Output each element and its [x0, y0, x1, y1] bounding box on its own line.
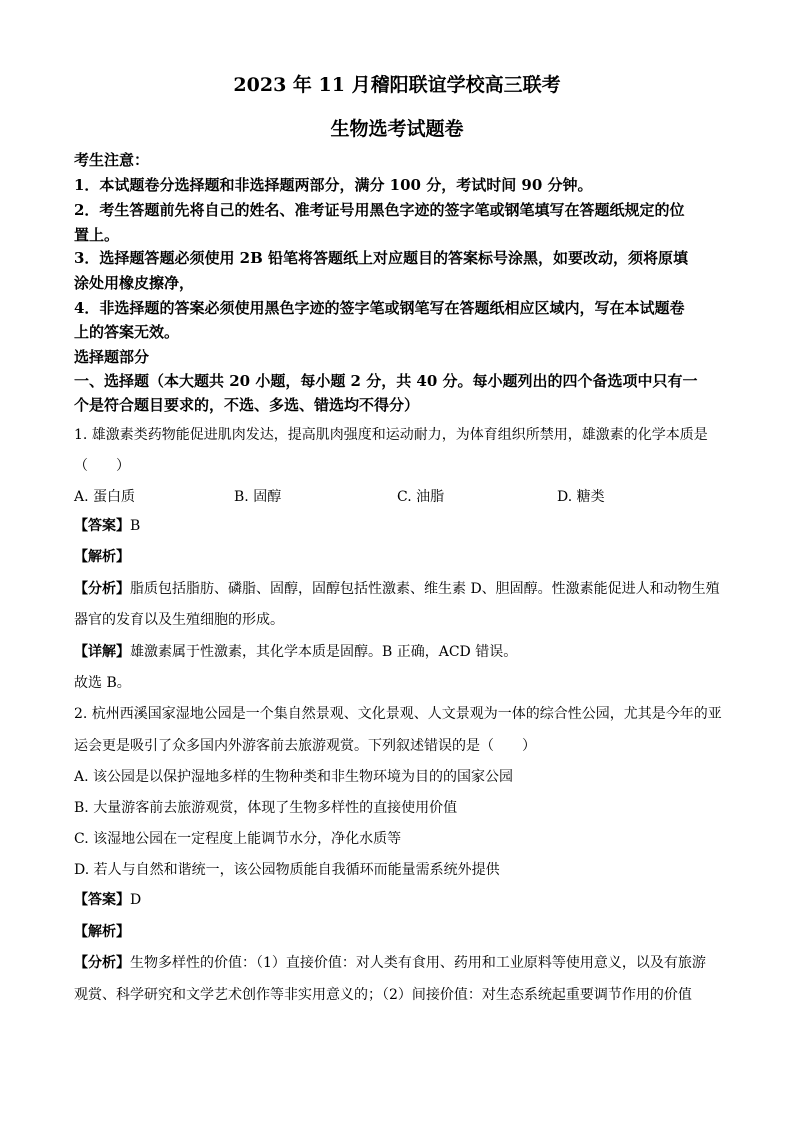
answer-value: D [130, 892, 142, 908]
answer-value: B [130, 518, 141, 534]
notice-line: 2．考生答题前先将自己的姓名、准考证号用黑色字迹的签字笔或钢笔填写在答题纸规定的位 [74, 201, 685, 219]
q1-option-d: D. 糖类 [557, 489, 605, 505]
fenxi-text: 生物多样性的价值：（1）直接价值：对人类有食用、药用和工业原料等使用意义，以及有旅游 [130, 955, 706, 971]
q2-fenxi-cont: 观赏、科学研究和文学艺术创作等非实用意义的；（2）间接价值：对生态系统起重要调节作用的价值 [74, 987, 692, 1003]
q1-conclusion: 故选 B。 [74, 675, 131, 691]
answer-label: 【答案】 [74, 518, 130, 534]
section-instruction: 个是符合题目要求的，不选、多选、错选均不得分） [74, 396, 420, 414]
fenxi-label: 【分析】 [74, 581, 130, 597]
notice-heading: 考生注意： [74, 151, 150, 169]
q2-option-a: A. 该公园是以保护湿地多样的生物种类和非生物环境为目的的国家公园 [74, 769, 514, 785]
notice-line: 3．选择题答题必须使用 2B 铅笔将答题纸上对应题目的答案标号涂黑，如要改动，须将原填 [74, 249, 689, 267]
q1-fenxi-cont: 器官的发育以及生殖细胞的形成。 [74, 612, 284, 628]
q2-answer [74, 889, 141, 909]
q1-stem: 1. 雄激素类药物能促进肌肉发达，提高肌肉强度和运动耐力，为体育组织所禁用，雄激素的化学本质是 [74, 427, 708, 443]
notice-line: 置上。 [74, 226, 120, 244]
q1-stem-blank: （ ） [74, 458, 130, 474]
q1-analysis-label: 【解析】 [74, 549, 130, 565]
q1-detail [74, 641, 517, 661]
fenxi-text: 脂质包括脂肪、磷脂、固醇，固醇包括性激素、维生素 D、胆固醇。性激素能促进人和动物生殖 [130, 581, 720, 597]
q2-stem: 2. 杭州西溪国家湿地公园是一个集自然景观、文化景观、人文景观为一体的综合性公园，尤其是今年的亚 [74, 706, 722, 722]
q2-option-b: B. 大量游客前去旅游观赏，体现了生物多样性的直接使用价值 [74, 800, 458, 816]
q1-answer [74, 515, 140, 535]
notice-line: 4．非选择题的答案必须使用黑色字迹的签字笔或钢笔写在答题纸相应区域内，写在本试题卷 [74, 299, 685, 317]
q2-stem-cont: 运会更是吸引了众多国内外游客前去旅游观赏。下列叙述错误的是（ ） [74, 738, 536, 754]
notice-line: 上的答案无效。 [74, 323, 180, 341]
q2-option-c: C. 该湿地公园在一定程度上能调节水分，净化水质等 [74, 831, 402, 847]
fenxi-label: 【分析】 [74, 955, 130, 971]
notice-line: 1．本试题卷分选择题和非选择题两部分，满分 100 分，考试时间 90 分钟。 [74, 176, 593, 194]
q2-analysis-label: 【解析】 [74, 924, 130, 940]
q1-fenxi [74, 578, 720, 598]
q2-option-d: D. 若人与自然和谐统一，该公园物质能自我循环而能量需系统外提供 [74, 862, 500, 878]
q1-option-c: C. 油脂 [397, 489, 445, 505]
detail-text: 雄激素属于性激素，其化学本质是固醇。B 正确，ACD 错误。 [130, 644, 518, 660]
detail-label: 【详解】 [74, 644, 130, 660]
q1-option-b: B. 固醇 [234, 489, 282, 505]
q2-fenxi [74, 952, 706, 972]
section-instruction: 一、选择题（本大题共 20 小题，每小题 2 分，共 40 分。每小题列出的四个备选项中只有一 [74, 372, 698, 390]
exam-subtitle: 生物选考试题卷 [330, 118, 464, 140]
q1-option-a: A. 蛋白质 [74, 489, 136, 505]
section-part-label: 选择题部分 [74, 348, 150, 366]
exam-title: 2023 年 11 月稽阳联谊学校高三联考 [233, 74, 561, 96]
notice-line: 涂处用橡皮擦净， [74, 274, 195, 292]
answer-label: 【答案】 [74, 892, 130, 908]
